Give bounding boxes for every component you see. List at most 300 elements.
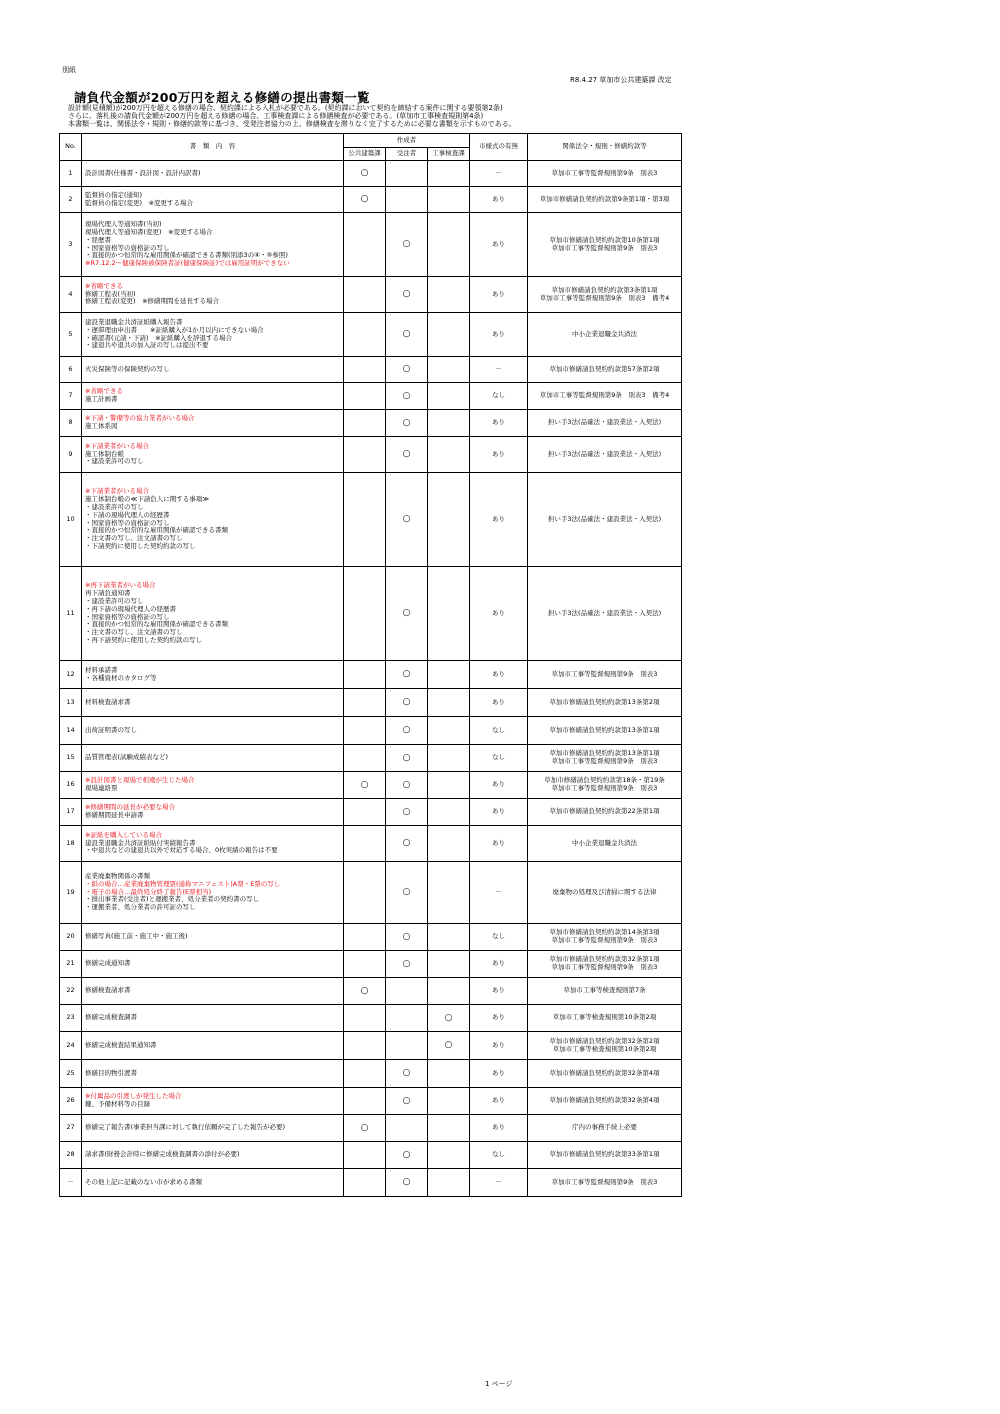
creator-contractor-mark: ○: [386, 717, 428, 745]
row-number: 16: [60, 772, 82, 799]
document-line: 監督員の指定(変更) ※変更する場合: [85, 198, 194, 207]
city-form-status: －: [470, 161, 528, 187]
creator-public-mark: [344, 826, 386, 862]
row-number: 15: [60, 745, 82, 772]
city-form-status: あり: [470, 1115, 528, 1142]
table-row: [60, 161, 682, 187]
creator-public-mark: [344, 410, 386, 437]
creator-contractor-mark: ○: [386, 277, 428, 313]
document-content: [82, 826, 344, 862]
city-form-status: あり: [470, 410, 528, 437]
law-line: 草加市修繕請負契約約款第13条第1項: [549, 749, 660, 758]
creator-inspection-mark: [428, 357, 470, 383]
row-number: 4: [60, 277, 82, 313]
creator-inspection-mark: [428, 473, 470, 567]
intro-line: 設計額(見積額)が200万円を超える修繕の場合、契約課による入札が必要である。(契約課において契約を締結する案件に関する要領第2条): [68, 104, 503, 112]
condition-note: ※付属品の引渡しが発生した場合: [85, 1092, 182, 1101]
creator-contractor-mark: ○: [386, 473, 428, 567]
table-row: [60, 1169, 682, 1197]
creator-public-mark: [344, 437, 386, 473]
condition-note: ※下請業者がいる場合: [85, 441, 149, 450]
creator-public-mark: [344, 717, 386, 745]
related-law: [528, 161, 682, 187]
header-creator: 作成者: [344, 134, 470, 148]
city-form-status: あり: [470, 1060, 528, 1088]
creator-contractor-mark: ○: [386, 357, 428, 383]
document-line: ・運搬業者、処分業者の許可証の写し: [85, 903, 196, 912]
condition-note: ※下請業者がいる場合: [85, 487, 149, 496]
creator-inspection-mark: [428, 383, 470, 410]
related-law: [528, 437, 682, 473]
document-content: [82, 1060, 344, 1088]
row-number: 11: [60, 567, 82, 661]
law-line: 草加市工事等監督規則第9条 別表3: [551, 168, 658, 177]
document-content: [82, 313, 344, 357]
law-line: 草加市工事等監督規則第9条 別表3 備考4: [539, 293, 670, 302]
law-line: 草加市修繕請負契約約款第18条・第19条: [544, 776, 665, 785]
intro-line: 本書類一覧は、関係法令・規則・修繕約款等に基づき、受発注者協力の上、修繕検査を滞りなく完了するために必要な書類を示すものである。: [68, 120, 516, 129]
document-line: ・確認書(元請・下請) ※証紙購入を辞退する場合: [85, 333, 233, 342]
creator-contractor-mark: ○: [386, 799, 428, 826]
creator-public-mark: ○: [344, 978, 386, 1005]
document-content: [82, 799, 344, 826]
table-row: [60, 213, 682, 277]
document-line: 修繕工程表(当初): [85, 289, 136, 298]
document-line: ・直接的かつ恒常的な雇用関係が確認できる書類(別添3の④・⑤参照): [85, 251, 288, 260]
document-content: [82, 924, 344, 951]
document-line: ・直接的かつ恒常的な雇用関係が確認できる書類: [85, 526, 228, 535]
header-law: 関係法令・規則・修繕約款等: [528, 134, 682, 161]
header-no: No.: [60, 134, 82, 161]
law-line: 草加市工事等検査規則第10条第2項: [552, 1044, 657, 1053]
city-form-status: あり: [470, 437, 528, 473]
creator-contractor-mark: ○: [386, 1088, 428, 1115]
creator-inspection-mark: [428, 717, 470, 745]
document-line: 材料承諾書: [85, 665, 118, 674]
row-number: 19: [60, 862, 82, 924]
law-line: 草加市工事等検査規則第7条: [563, 986, 646, 995]
related-law: [528, 717, 682, 745]
condition-note: ・紙の場合…産業廃棄物管理票(通称マニフェスト)A票・E票の写し: [85, 879, 281, 888]
table-row: [60, 978, 682, 1005]
city-form-status: あり: [470, 473, 528, 567]
city-form-status: あり: [470, 661, 528, 689]
creator-contractor-mark: ○: [386, 772, 428, 799]
creator-inspection-mark: [428, 826, 470, 862]
creator-inspection-mark: [428, 1142, 470, 1169]
creator-contractor-mark: ○: [386, 1142, 428, 1169]
document-line: 建設業退職金共済証紙購入報告書: [85, 317, 183, 326]
creator-inspection-mark: [428, 978, 470, 1005]
related-law: [528, 1088, 682, 1115]
law-line: 草加市修繕請負契約約款第13条第2項: [549, 697, 660, 706]
city-form-status: あり: [470, 313, 528, 357]
creator-contractor-mark: ○: [386, 826, 428, 862]
document-content: [82, 1005, 344, 1032]
creator-inspection-mark: [428, 745, 470, 772]
creator-public-mark: [344, 383, 386, 410]
row-number: －: [60, 1169, 82, 1197]
creator-public-mark: [344, 567, 386, 661]
table-row: [60, 410, 682, 437]
creator-public-mark: ○: [344, 187, 386, 213]
law-line: 草加市工事等監督規則第9条 別表3: [551, 757, 658, 765]
creator-public-mark: [344, 313, 386, 357]
row-number: 21: [60, 951, 82, 978]
row-number: 3: [60, 213, 82, 277]
attachment-label: 別紙: [62, 66, 76, 74]
creator-inspection-mark: [428, 862, 470, 924]
document-line: ・下請の現場代理人の経歴書: [85, 510, 170, 519]
law-line: 草加市修繕請負契約約款第57条第2項: [549, 364, 660, 373]
creator-inspection-mark: [428, 799, 470, 826]
creator-contractor-mark: ○: [386, 313, 428, 357]
law-line: 草加市修繕請負契約約款第13条第1項: [549, 725, 660, 734]
law-line: 担い手3法(品確法・建設業法・入契法): [547, 418, 662, 427]
table-row: [60, 1088, 682, 1115]
document-line: 修繕完成検査調書: [85, 1013, 137, 1022]
related-law: [528, 826, 682, 862]
document-line: 材料検査請求書: [85, 697, 131, 706]
creator-public-mark: [344, 213, 386, 277]
related-law: [528, 924, 682, 951]
document-content: [82, 277, 344, 313]
creator-public-mark: [344, 745, 386, 772]
law-line: 草加市工事等監督規則第9条 別表3: [551, 963, 658, 971]
document-content: [82, 717, 344, 745]
page-title: 請負代金額が200万円を超える修繕の提出書類一覧: [74, 90, 370, 105]
city-form-status: あり: [470, 567, 528, 661]
creator-inspection-mark: ○: [428, 1032, 470, 1060]
creator-public-mark: [344, 1142, 386, 1169]
document-content: [82, 437, 344, 473]
creator-inspection-mark: [428, 1060, 470, 1088]
law-line: 草加市修繕請負契約約款第33条第1項: [549, 1150, 660, 1159]
creator-public-mark: [344, 277, 386, 313]
law-line: 草加市工事等検査規則第10条第2項: [552, 1013, 657, 1022]
city-form-status: あり: [470, 826, 528, 862]
creator-public-mark: [344, 1032, 386, 1060]
creator-public-mark: ○: [344, 1115, 386, 1142]
document-line: 修繕目的物引渡書: [85, 1068, 137, 1077]
creator-inspection-mark: [428, 924, 470, 951]
creator-contractor-mark: ○: [386, 1169, 428, 1197]
document-line: 施工計画書: [85, 395, 118, 403]
creator-inspection-mark: [428, 567, 470, 661]
document-line: ・直接的かつ恒常的な雇用関係が確認できる書類: [85, 620, 228, 629]
related-law: [528, 383, 682, 410]
creator-inspection-mark: [428, 410, 470, 437]
table-row: [60, 862, 682, 924]
document-content: [82, 661, 344, 689]
condition-note: ※証紙を購入している場合: [85, 830, 162, 839]
row-number: 5: [60, 313, 82, 357]
creator-inspection-mark: [428, 689, 470, 717]
creator-inspection-mark: [428, 1088, 470, 1115]
document-content: [82, 213, 344, 277]
row-number: 10: [60, 473, 82, 567]
page-number: 1 ページ: [485, 1380, 513, 1388]
table-row: [60, 924, 682, 951]
table-row: [60, 745, 682, 772]
law-line: 草加市工事等監督規則第9条 別表3: [551, 936, 658, 944]
row-number: 7: [60, 383, 82, 410]
city-form-status: あり: [470, 772, 528, 799]
city-form-status: あり: [470, 1005, 528, 1032]
creator-inspection-mark: [428, 437, 470, 473]
document-line: 再下請負通知書: [85, 589, 131, 598]
document-line: 修繕工程表(変更) ※修繕期間を延長する場合: [85, 297, 220, 306]
creator-public-mark: [344, 951, 386, 978]
condition-note: ※省略できる: [85, 281, 123, 290]
table-row: [60, 799, 682, 826]
condition-note: ※修繕期間の延長が必要な場合: [85, 803, 175, 812]
city-form-status: なし: [470, 717, 528, 745]
document-line: 出荷証明書の写し: [85, 725, 137, 734]
document-line: 監督員の指定(通知): [85, 190, 143, 199]
condition-note: ※R7.12.2～健康保険被保険者証(健康保険証)では雇用証明ができない: [85, 259, 290, 268]
creator-contractor-mark: ○: [386, 689, 428, 717]
creator-contractor-mark: [386, 978, 428, 1005]
creator-public-mark: [344, 799, 386, 826]
table-row: [60, 473, 682, 567]
row-number: 27: [60, 1115, 82, 1142]
creator-public-mark: [344, 924, 386, 951]
related-law: [528, 1060, 682, 1088]
creator-contractor-mark: [386, 161, 428, 187]
related-law: [528, 187, 682, 213]
row-number: 20: [60, 924, 82, 951]
document-line: 修繕期間延長申請書: [85, 811, 144, 819]
table-row: [60, 313, 682, 357]
row-number: 13: [60, 689, 82, 717]
related-law: [528, 410, 682, 437]
related-law: [528, 799, 682, 826]
creator-inspection-mark: [428, 313, 470, 357]
creator-contractor-mark: ○: [386, 213, 428, 277]
condition-note: ※再下請業者がいる場合: [85, 581, 156, 590]
law-line: 草加市工事等監督規則第9条 別表3 備考4: [539, 391, 670, 400]
creator-contractor-mark: ○: [386, 437, 428, 473]
header-creator-public: 公共建築課: [344, 148, 386, 161]
document-line: 現場代理人等通知書(変更) ※変更する場合: [85, 227, 213, 236]
document-line: 施工体系図: [85, 422, 118, 430]
city-form-status: あり: [470, 187, 528, 213]
table-row: [60, 717, 682, 745]
creator-inspection-mark: [428, 951, 470, 978]
creator-contractor-mark: [386, 1032, 428, 1060]
creator-public-mark: ○: [344, 161, 386, 187]
document-line: ・建設業許可の写し: [85, 457, 144, 466]
row-number: 23: [60, 1005, 82, 1032]
document-line: ・中退共などの建退共以外で対応する場合、0枚実績の報告は不要: [85, 846, 278, 855]
document-line: ・下請契約に使用した契約約款の写し: [85, 541, 196, 550]
creator-inspection-mark: [428, 772, 470, 799]
document-line: その他上記に記載のない市が求める書類: [85, 1177, 202, 1186]
table-row: [60, 1115, 682, 1142]
documents-table: [59, 133, 682, 1197]
related-law: [528, 1142, 682, 1169]
creator-contractor-mark: ○: [386, 1060, 428, 1088]
document-content: [82, 1115, 344, 1142]
law-line: 草加市修繕請負契約約款第32条第4項: [549, 1096, 660, 1105]
document-line: 修繕完了報告書(事業担当課に対して執行依頼が完了した報告が必要): [85, 1123, 286, 1132]
document-line: ・国家資格等の資格証の写し: [85, 243, 170, 252]
city-form-status: あり: [470, 213, 528, 277]
document-content: [82, 1169, 344, 1197]
related-law: [528, 745, 682, 772]
row-number: 9: [60, 437, 82, 473]
document-line: ・遅滞理由申出書 ※証紙購入が1か月以内にできない場合: [85, 325, 264, 334]
table-row: [60, 277, 682, 313]
creator-inspection-mark: [428, 1169, 470, 1197]
condition-note: ※省略できる: [85, 387, 123, 396]
header-city-form: 市様式の有無: [470, 134, 528, 161]
related-law: [528, 567, 682, 661]
document-content: [82, 410, 344, 437]
document-content: [82, 1032, 344, 1060]
law-line: 担い手3法(品確法・建設業法・入契法): [547, 449, 662, 458]
header-creator-inspection: 工事検査課: [428, 148, 470, 161]
document-content: [82, 1142, 344, 1169]
row-number: 1: [60, 161, 82, 187]
related-law: [528, 1169, 682, 1197]
table-row: [60, 772, 682, 799]
document-content: [82, 383, 344, 410]
table-row: [60, 826, 682, 862]
document-line: 修繕写真(施工前・施工中・施工後): [85, 932, 188, 941]
law-line: 草加市工事等監督規則第9条 別表3: [551, 784, 658, 792]
table-row: [60, 567, 682, 661]
document-line: ・国家資格等の資格証の写し: [85, 612, 170, 621]
creator-inspection-mark: ○: [428, 1005, 470, 1032]
document-line: ・各種資材のカタログ等: [85, 673, 157, 682]
table-row: [60, 951, 682, 978]
row-number: 26: [60, 1088, 82, 1115]
related-law: [528, 772, 682, 799]
document-content: [82, 473, 344, 567]
document-line: ・注文書の写し、注文請書の写し: [85, 628, 183, 637]
law-line: 草加市修繕請負契約約款第9条第1項・第3項: [539, 194, 670, 203]
document-line: ・再下請契約に使用した契約約款の写し: [85, 635, 202, 644]
document-line: 建設業退職金共済証紙貼付実績報告書: [85, 838, 196, 847]
related-law: [528, 951, 682, 978]
creator-public-mark: [344, 1005, 386, 1032]
city-form-status: なし: [470, 745, 528, 772]
document-line: ・再下請の現場代理人の経歴書: [85, 604, 176, 613]
row-number: 28: [60, 1142, 82, 1169]
table-row: [60, 1005, 682, 1032]
city-form-status: －: [470, 862, 528, 924]
creator-inspection-mark: [428, 277, 470, 313]
city-form-status: あり: [470, 1088, 528, 1115]
creator-public-mark: [344, 1088, 386, 1115]
table-row: [60, 437, 682, 473]
law-line: 草加市修繕請負契約約款第22条第1項: [549, 807, 660, 816]
document-content: [82, 772, 344, 799]
law-line: 中小企業退職金共済法: [572, 329, 638, 338]
document-line: 産業廃棄物関係の書類: [85, 872, 150, 880]
city-form-status: あり: [470, 951, 528, 978]
document-line: 請求書(財務会計時に修繕完成検査調書の添付が必要): [85, 1150, 240, 1159]
document-content: [82, 745, 344, 772]
table-row: [60, 1060, 682, 1088]
law-line: 廃棄物の処理及び清掃に関する法律: [552, 887, 657, 896]
row-number: 18: [60, 826, 82, 862]
document-line: 施工体制台帳: [85, 449, 124, 458]
creator-contractor-mark: ○: [386, 410, 428, 437]
city-form-status: －: [470, 357, 528, 383]
related-law: [528, 473, 682, 567]
creator-contractor-mark: ○: [386, 567, 428, 661]
table-row: [60, 383, 682, 410]
city-form-status: －: [470, 1169, 528, 1197]
table-row: [60, 1142, 682, 1169]
law-line: 草加市工事等監督規則第9条 別表3: [551, 669, 658, 678]
documents-table-body: [60, 161, 682, 1197]
document-content: [82, 978, 344, 1005]
document-content: [82, 689, 344, 717]
law-line: 担い手3法(品確法・建設業法・入契法): [547, 514, 662, 523]
header-creator-contractor: 受注者: [386, 148, 428, 161]
city-form-status: あり: [470, 277, 528, 313]
row-number: 24: [60, 1032, 82, 1060]
creator-public-mark: ○: [344, 772, 386, 799]
creator-public-mark: [344, 862, 386, 924]
table-row: [60, 1032, 682, 1060]
document-line: ・建退共や退共の加入証の写しは提出不要: [85, 341, 209, 350]
related-law: [528, 1115, 682, 1142]
creator-contractor-mark: [386, 187, 428, 213]
document-line: ・建設業許可の写し: [85, 596, 144, 605]
city-form-status: なし: [470, 1142, 528, 1169]
law-line: 担い手3法(品確法・建設業法・入契法): [547, 608, 662, 617]
related-law: [528, 689, 682, 717]
document-content: [82, 161, 344, 187]
city-form-status: あり: [470, 799, 528, 826]
creator-public-mark: [344, 357, 386, 383]
creator-contractor-mark: [386, 1005, 428, 1032]
related-law: [528, 661, 682, 689]
city-form-status: あり: [470, 978, 528, 1005]
creator-contractor-mark: ○: [386, 661, 428, 689]
city-form-status: あり: [470, 689, 528, 717]
related-law: [528, 978, 682, 1005]
document-line: 修繕検査請求書: [85, 986, 131, 995]
document-content: [82, 567, 344, 661]
creator-inspection-mark: [428, 161, 470, 187]
creator-public-mark: [344, 1060, 386, 1088]
revision-note: R8.4.27 草加市公共建築課 改定: [570, 76, 672, 84]
creator-contractor-mark: ○: [386, 924, 428, 951]
row-number: 8: [60, 410, 82, 437]
table-row: [60, 661, 682, 689]
document-line: 現場連絡票: [85, 784, 118, 792]
creator-public-mark: [344, 689, 386, 717]
creator-inspection-mark: [428, 661, 470, 689]
intro-line: さらに、落札後の請負代金額が200万円を超える修繕の場合、工事検査課による修繕検査が必要である。(草加市工事検査規則第4条): [68, 112, 484, 121]
document-line: 修繕完成通知書: [85, 959, 131, 968]
related-law: [528, 862, 682, 924]
related-law: [528, 213, 682, 277]
law-line: 草加市工事等監督規則第9条 別表3: [551, 1177, 658, 1186]
document-line: 修繕完成検査結果通知書: [85, 1040, 157, 1049]
creator-contractor-mark: [386, 1115, 428, 1142]
creator-inspection-mark: [428, 187, 470, 213]
creator-inspection-mark: [428, 1115, 470, 1142]
creator-contractor-mark: ○: [386, 862, 428, 924]
creator-public-mark: [344, 473, 386, 567]
